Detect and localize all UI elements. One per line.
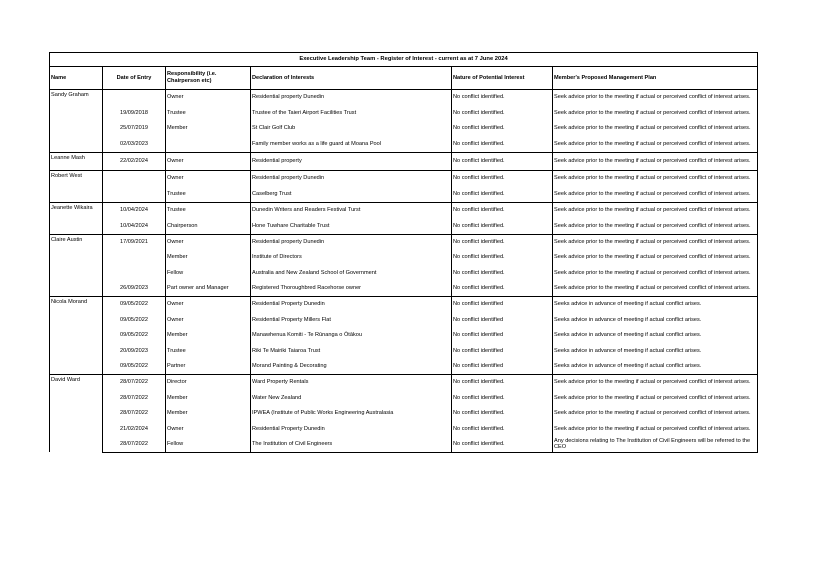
responsibility-cell: Fellow: [166, 437, 251, 453]
entry-date: 26/09/2023: [103, 281, 166, 297]
nature-cell: No conflict identified.: [452, 265, 553, 280]
entry-date: [103, 265, 166, 280]
declaration-cell: Residential property Dunedin: [251, 170, 452, 186]
header-row: [50, 67, 758, 90]
declaration-cell: Hone Tuwhare Charitable Trust: [251, 218, 452, 234]
header-date-of-entry: Date of Entry: [103, 67, 166, 90]
table-row: [50, 170, 758, 186]
entry-date: 19/09/2018: [103, 105, 166, 120]
table-row: [50, 121, 758, 136]
nature-cell: No conflict identified.: [452, 121, 553, 136]
management-plan-cell: Seeks advice in advance of meeting if actual conflict arises.: [553, 297, 758, 313]
responsibility-cell: Member: [166, 121, 251, 136]
table-row: [50, 297, 758, 313]
responsibility-cell: [166, 136, 251, 152]
responsibility-cell: Owner: [166, 421, 251, 436]
management-plan-cell: Seek advice prior to the meeting if actual or perceived conflict of interest arises.: [553, 265, 758, 280]
entry-date: 09/05/2022: [103, 359, 166, 375]
register-title: Executive Leadership Team - Register of Interest - current as at 7 June 2024: [50, 53, 758, 67]
nature-cell: No conflict identified: [452, 328, 553, 343]
responsibility-cell: Owner: [166, 170, 251, 186]
responsibility-cell: Owner: [166, 312, 251, 327]
entry-date: 02/03/2023: [103, 136, 166, 152]
nature-cell: No conflict identified: [452, 359, 553, 375]
nature-cell: No conflict identified: [452, 312, 553, 327]
entry-date: 28/07/2022: [103, 390, 166, 405]
entry-date: 09/05/2022: [103, 297, 166, 313]
responsibility-cell: Part owner and Manager: [166, 281, 251, 297]
table-row: [50, 343, 758, 358]
declaration-cell: Residential Property Millers Flat: [251, 312, 452, 327]
entry-date: [103, 170, 166, 186]
responsibility-cell: Trustee: [166, 186, 251, 202]
nature-cell: No conflict identified.: [452, 390, 553, 405]
table-row: [50, 250, 758, 265]
management-plan-cell: Seek advice prior to the meeting if actual or perceived conflict of interest arises.: [553, 250, 758, 265]
management-plan-cell: Seek advice prior to the meeting if actual or perceived conflict of interest arises.: [553, 170, 758, 186]
declaration-cell: Residential property: [251, 152, 452, 170]
declaration-cell: Trustee of the Taieri Airport Facilities Trust: [251, 105, 452, 120]
table-row: [50, 406, 758, 421]
member-name: Sandy Graham: [50, 90, 103, 153]
table-row: [50, 136, 758, 152]
declaration-cell: Residential property Dunedin: [251, 234, 452, 250]
responsibility-cell: Trustee: [166, 343, 251, 358]
entry-date: 17/09/2021: [103, 234, 166, 250]
member-name: Jeanette Wikaira: [50, 202, 103, 234]
nature-cell: No conflict identified.: [452, 250, 553, 265]
management-plan-cell: Seek advice prior to the meeting if actual or perceived conflict of interest arises.: [553, 202, 758, 218]
entry-date: [103, 186, 166, 202]
declaration-cell: Residential Property Dunedin: [251, 297, 452, 313]
declaration-cell: Morand Painting & Decorating: [251, 359, 452, 375]
responsibility-cell: Owner: [166, 234, 251, 250]
entry-date: 20/09/2023: [103, 343, 166, 358]
entry-date: 09/05/2022: [103, 312, 166, 327]
table-row: [50, 312, 758, 327]
member-name: Nicola Morand: [50, 297, 103, 375]
management-plan-cell: Seek advice prior to the meeting if actual or perceived conflict of interest arises.: [553, 281, 758, 297]
nature-cell: No conflict identified.: [452, 218, 553, 234]
declaration-cell: St Clair Golf Club: [251, 121, 452, 136]
entry-date: [103, 250, 166, 265]
responsibility-cell: Owner: [166, 297, 251, 313]
responsibility-cell: Member: [166, 390, 251, 405]
declaration-cell: Residential property Dunedin: [251, 90, 452, 106]
table-row: [50, 390, 758, 405]
nature-cell: No conflict identified: [452, 343, 553, 358]
declaration-cell: Water New Zealand: [251, 390, 452, 405]
declaration-cell: Australia and New Zealand School of Government: [251, 265, 452, 280]
entry-date: 28/07/2022: [103, 437, 166, 453]
entry-date: 21/02/2024: [103, 421, 166, 436]
declaration-cell: Institute of Directors: [251, 250, 452, 265]
nature-cell: No conflict identified.: [452, 421, 553, 436]
responsibility-cell: Owner: [166, 90, 251, 106]
responsibility-cell: Chairperson: [166, 218, 251, 234]
member-name: Robert West: [50, 170, 103, 202]
declaration-cell: Ward Property Rentals: [251, 375, 452, 391]
management-plan-cell: Seeks advice in advance of meeting if actual conflict arises.: [553, 312, 758, 327]
table-row: [50, 90, 758, 106]
management-plan-cell: Seek advice prior to the meeting if actual or perceived conflict of interest arises.: [553, 421, 758, 436]
entry-date: 25/07/2019: [103, 121, 166, 136]
nature-cell: No conflict identified.: [452, 105, 553, 120]
table-row: [50, 421, 758, 436]
register-body: [50, 90, 758, 453]
declaration-cell: The Institution of Civil Engineers: [251, 437, 452, 453]
management-plan-cell: Seek advice prior to the meeting if actual or perceived conflict of interest arises.: [553, 105, 758, 120]
member-name: Leanne Mash: [50, 152, 103, 170]
management-plan-cell: Seeks advice in advance of meeting if actual conflict arises.: [553, 328, 758, 343]
management-plan-cell: Any decisions relating to The Institution of Civil Engineers will be referred to the CEO: [553, 437, 758, 453]
table-row: [50, 152, 758, 170]
management-plan-cell: Seeks advice in advance of meeting if actual conflict arises.: [553, 343, 758, 358]
header-responsibility: Responsibility (i.e. Chairperson etc): [166, 67, 251, 90]
entry-date: 09/05/2022: [103, 328, 166, 343]
management-plan-cell: Seek advice prior to the meeting if actual or perceived conflict of interest arises.: [553, 121, 758, 136]
management-plan-cell: Seeks advice in advance of meeting if actual conflict arises.: [553, 359, 758, 375]
table-row: [50, 218, 758, 234]
entry-date: [103, 90, 166, 106]
declaration-cell: Residential Property Dunedin: [251, 421, 452, 436]
management-plan-cell: Seek advice prior to the meeting if actual or perceived conflict of interest arises.: [553, 218, 758, 234]
header-plan: Member's Proposed Management Plan: [553, 67, 758, 90]
nature-cell: No conflict identified.: [452, 170, 553, 186]
responsibility-cell: Trustee: [166, 105, 251, 120]
table-row: [50, 234, 758, 250]
table-row: [50, 281, 758, 297]
declaration-cell: Dunedin Writers and Readers Festival Turst: [251, 202, 452, 218]
header-nature: Nature of Potential Interest: [452, 67, 553, 90]
management-plan-cell: Seek advice prior to the meeting if actual or perceived conflict of interest arises.: [553, 186, 758, 202]
declaration-cell: Riki Te Mairiki Taiaroa Trust: [251, 343, 452, 358]
nature-cell: No conflict identified.: [452, 90, 553, 106]
management-plan-cell: Seek advice prior to the meeting if actual or perceived conflict of interest arises.: [553, 136, 758, 152]
entry-date: 28/07/2022: [103, 375, 166, 391]
nature-cell: No conflict identified.: [452, 152, 553, 170]
member-name: David Ward: [50, 375, 103, 453]
nature-cell: No conflict identified.: [452, 234, 553, 250]
table-row: [50, 437, 758, 453]
responsibility-cell: Owner: [166, 152, 251, 170]
table-row: [50, 186, 758, 202]
management-plan-cell: Seek advice prior to the meeting if actual or perceived conflict of interest arises.: [553, 375, 758, 391]
declaration-cell: IPWEA (Institute of Public Works Engineering Australasia: [251, 406, 452, 421]
entry-date: 28/07/2022: [103, 406, 166, 421]
nature-cell: No conflict identified.: [452, 136, 553, 152]
nature-cell: No conflict identified.: [452, 202, 553, 218]
responsibility-cell: Trustee: [166, 202, 251, 218]
nature-cell: No conflict identified: [452, 297, 553, 313]
management-plan-cell: Seek advice prior to the meeting if actual or perceived conflict of interest arises.: [553, 90, 758, 106]
table-row: [50, 265, 758, 280]
entry-date: 10/04/2024: [103, 218, 166, 234]
table-row: [50, 375, 758, 391]
responsibility-cell: Member: [166, 406, 251, 421]
management-plan-cell: Seek advice prior to the meeting if actual or perceived conflict of interest arises.: [553, 152, 758, 170]
responsibility-cell: Member: [166, 250, 251, 265]
table-row: [50, 328, 758, 343]
management-plan-cell: Seek advice prior to the meeting if actual or perceived conflict of interest arises.: [553, 406, 758, 421]
declaration-cell: Manawhenua Komiti - Te Rūnanga o Ōtākou: [251, 328, 452, 343]
member-name: Claire Austin: [50, 234, 103, 297]
nature-cell: No conflict identified.: [452, 281, 553, 297]
responsibility-cell: Partner: [166, 359, 251, 375]
responsibility-cell: Member: [166, 328, 251, 343]
entry-date: 22/02/2024: [103, 152, 166, 170]
responsibility-cell: Fellow: [166, 265, 251, 280]
responsibility-cell: Director: [166, 375, 251, 391]
table-row: [50, 359, 758, 375]
table-row: [50, 202, 758, 218]
management-plan-cell: Seek advice prior to the meeting if actual or perceived conflict of interest arises.: [553, 390, 758, 405]
nature-cell: No conflict identified.: [452, 406, 553, 421]
table-row: [50, 105, 758, 120]
entry-date: 10/04/2024: [103, 202, 166, 218]
nature-cell: No conflict identified.: [452, 375, 553, 391]
header-declaration: Declaration of Interests: [251, 67, 452, 90]
declaration-cell: Registered Thoroughbred Racehorse owner: [251, 281, 452, 297]
management-plan-cell: Seek advice prior to the meeting if actual or perceived conflict of interest arises.: [553, 234, 758, 250]
declaration-cell: Caselberg Trust: [251, 186, 452, 202]
nature-cell: No conflict identified.: [452, 186, 553, 202]
declaration-cell: Family member works as a life guard at Moana Pool: [251, 136, 452, 152]
register-sheet: [49, 52, 757, 453]
register-table: [49, 52, 758, 453]
nature-cell: No conflict identified.: [452, 437, 553, 453]
header-name: Name: [50, 67, 103, 90]
